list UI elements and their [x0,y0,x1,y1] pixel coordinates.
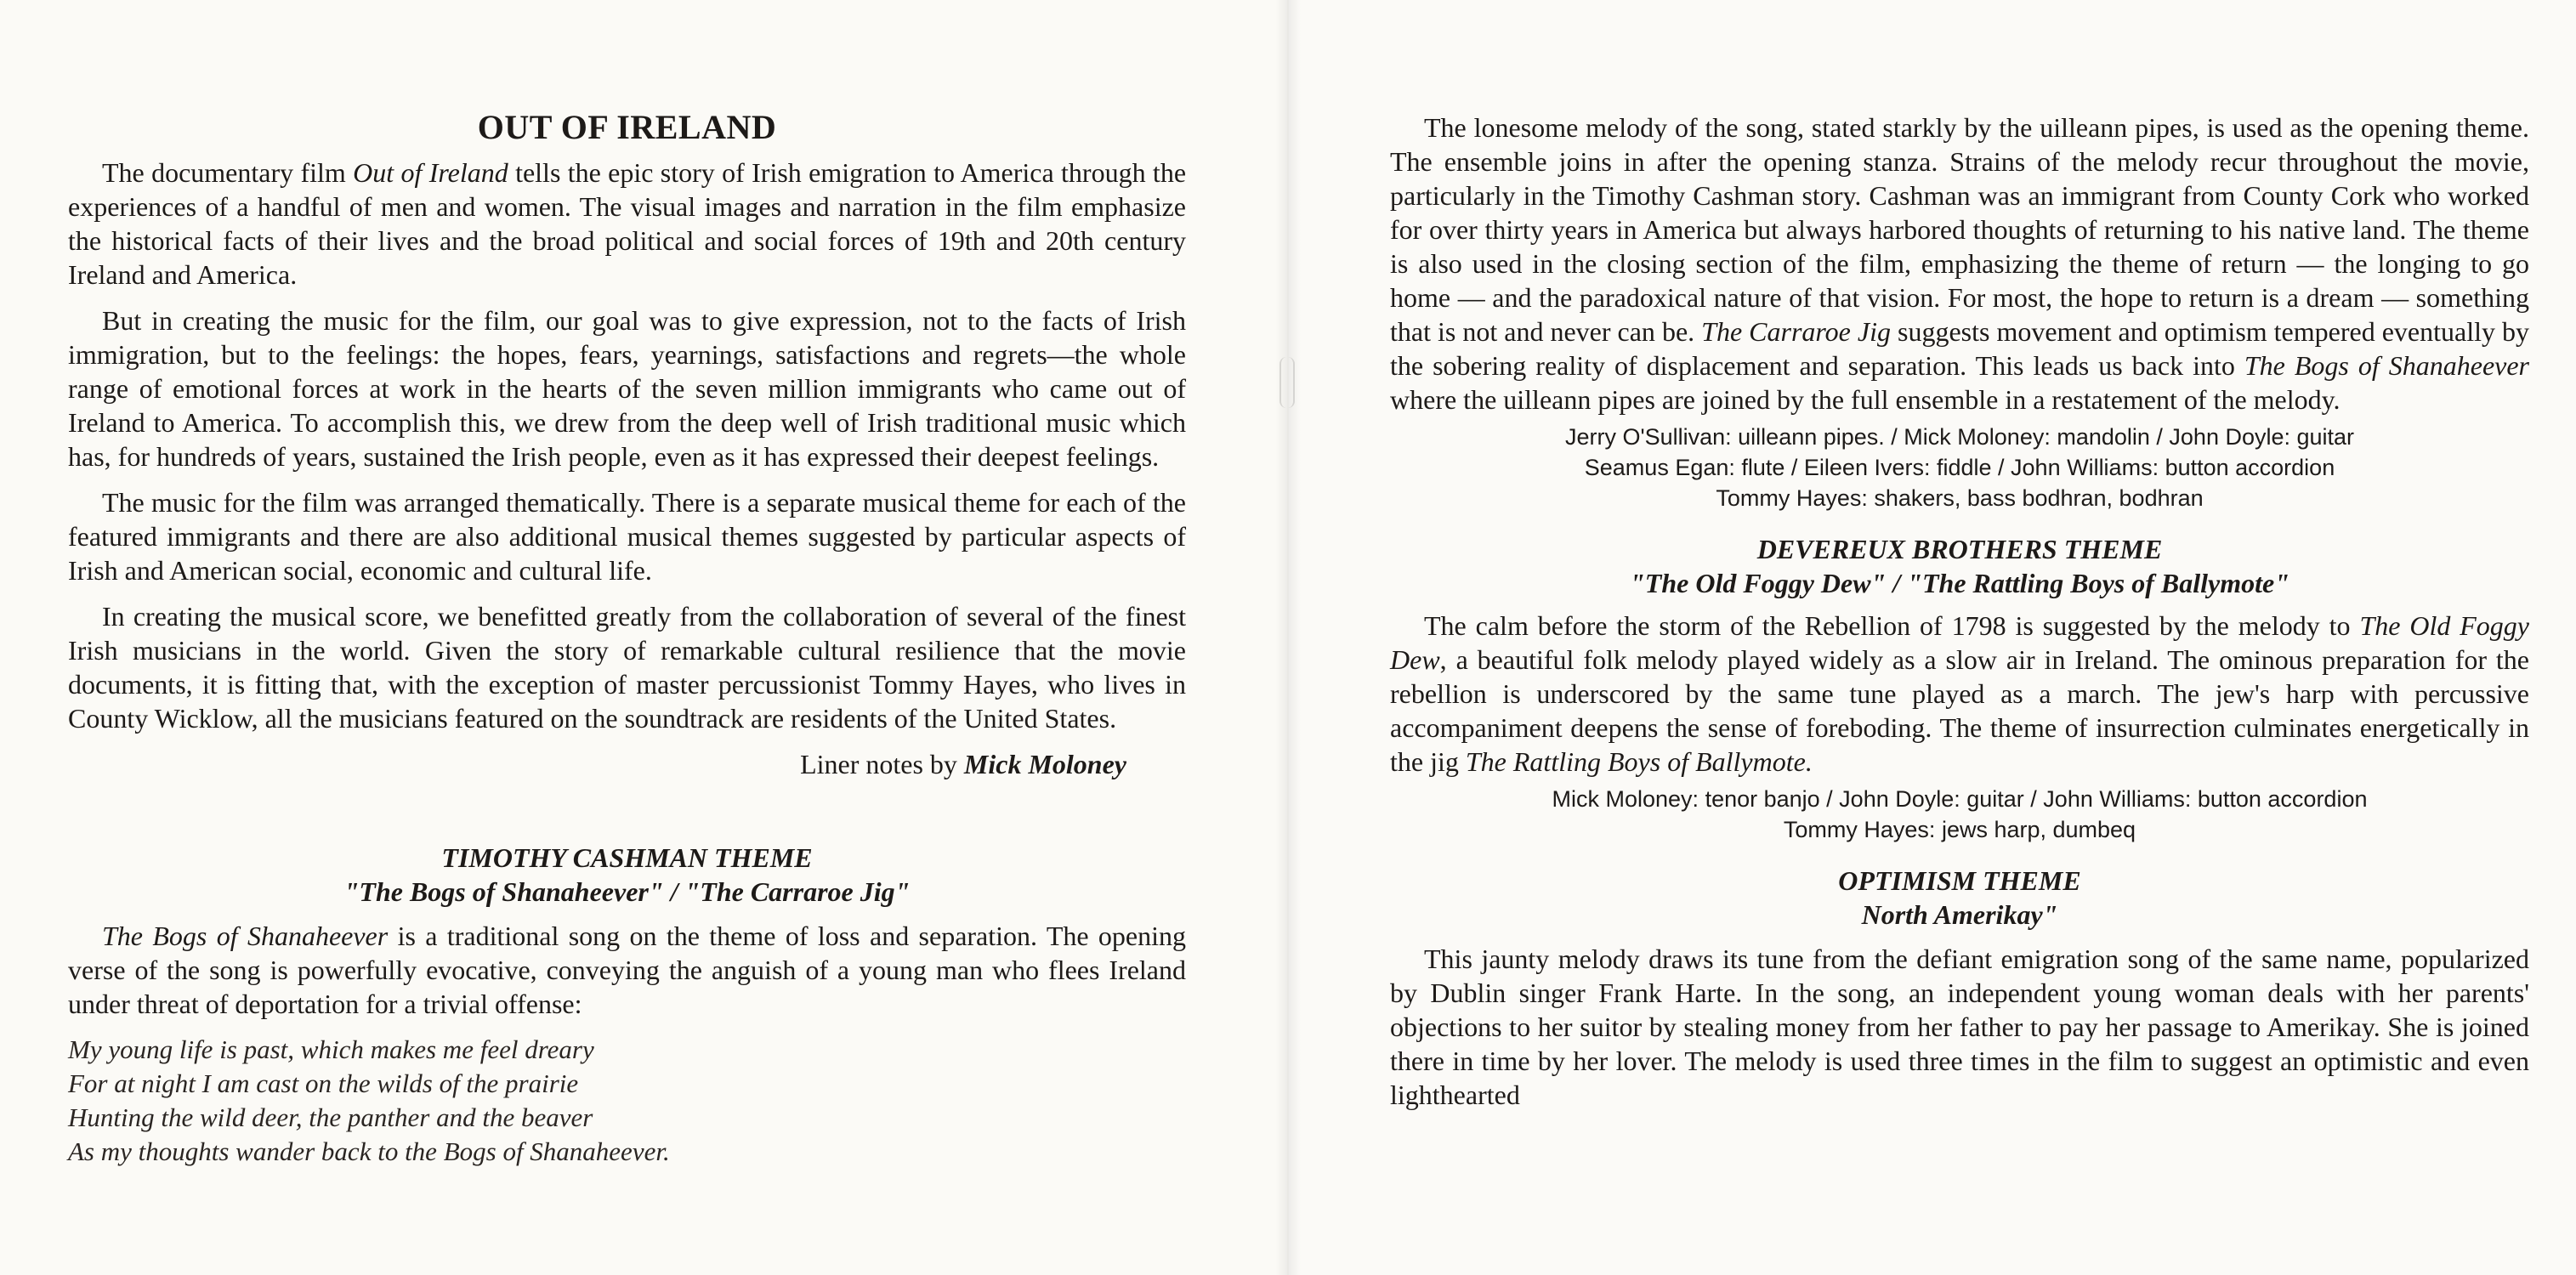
section-subheading: North Amerikay" [1861,899,2058,930]
musician-line: Mick Moloney: tenor banjo / John Doyle: guitar / John Williams: button accordion [1552,786,2368,812]
intro-paragraph-4: In creating the musical score, we benefitted greatly from the collaboration of several of the finest Irish musicians in the world. Given the story of remarkable cultural resilience that the movie documents, it is fitting that, with the exception of master percussionist Tommy Hayes, who lives in County Wicklow, all the musicians featured on the soundtrack are residents of the United States. [68,601,1186,734]
page-gutter [1275,0,1301,1275]
intro-paragraph-1: The documentary film Out of Ireland tells the epic story of Irish emigration to America through the experiences of a handful of men and women. The visual images and narration in the film emphasize the historical facts of their lives and the broad political and social forces of 19th and 20th century Ireland and America. [68,157,1187,290]
binding-mark [1279,357,1295,408]
musician-line: Seamus Egan: flute / Eileen Ivers: fiddle / John Williams: button accordion [1584,455,2335,480]
page-title: OUT OF IRELAND [477,108,777,146]
author-name: Mick Moloney [963,749,1126,779]
lyric-line: As my thoughts wander back to the Bogs of Shanaheever. [68,1136,670,1166]
section-heading: TIMOTHY CASHMAN THEME [441,842,813,873]
section-heading: DEVEREUX BROTHERS THEME [1756,534,2163,564]
musicians-credits [1390,422,2529,513]
intro-paragraph-2: But in creating the music for the film, our goal was to give expression, not to the facts of Irish immigration, but to the feelings: the hopes, fears, yearnings, satisfactions and regrets—the whole range of emotional forces at work in the hearts of the seven million immigrants who came out of Ireland to America. To accomplish this, we drew from the deep well of Irish traditional music which has, for hundreds of years, sustained the Irish people, even as it has expressed their deepest feelings. [68,305,1186,472]
optimism-paragraph: This jaunty melody draws its tune from the defiant emigration song of the same name, popularized by Dublin singer Frank Harte. In the song, an independent young woman deals with her parents' objections to her suitor by stealing money from her father to pay her passage to Amerikay. She is joined there in time by her lover. The melody is used three times in the film to suggest an optimistic and even lighthearted [1390,944,2529,1110]
right-page [1288,0,2576,1275]
lyric-line: My young life is past, which makes me feel dreary [68,1034,594,1064]
section-subheading: "The Bogs of Shanaheever" / "The Carraroe Jig" [343,876,911,907]
musician-line: Jerry O'Sullivan: uilleann pipes. / Mick Moloney: mandolin / John Doyle: guitar [1564,424,2355,450]
liner-notes-credit: Liner notes by Mick Moloney [800,749,1126,779]
lyrics-block [68,1033,1186,1169]
lyric-line: Hunting the wild deer, the panther and the beaver [68,1102,593,1132]
musician-line: Tommy Hayes: shakers, bass bodhran, bodhran [1716,485,2204,511]
cashman-paragraph: The Bogs of Shanaheever is a traditional song on the theme of loss and separation. The opening verse of the song is powerfully evocative, conveying the anguish of a young man who flees Ireland under threat of deportation for a trivial offense: [68,921,1187,1019]
musicians-credits [1390,784,2529,845]
section-subheading: "The Old Foggy Dew" / "The Rattling Boys of Ballymote" [1630,568,2289,598]
film-title: Out of Ireland [353,157,508,188]
cashman-section [68,841,1186,1169]
lyric-line: For at night I am cast on the wilds of the prairie [68,1068,579,1098]
section-heading: OPTIMISM THEME [1838,865,2081,896]
intro-paragraph-3: The music for the film was arranged thematically. There is a separate musical theme for each of the featured immigrants and there are also additional musical themes suggested by particular aspects of Irish and American social, economic and cultural life. [68,487,1186,586]
devereux-paragraph: The calm before the storm of the Rebellion of 1798 is suggested by the melody to The Old Foggy Dew, a beautiful folk melody played widely as a slow air in Ireland. The ominous preparation for the rebellion is underscored by the same tune played as a march. The jew's harp with percussive accompaniment deepens the sense of foreboding. The theme of insurrection culminates energetically in the jig The Rattling Boys of Ballymote. [1390,610,2530,777]
cashman-continued-paragraph: The lonesome melody of the song, stated starkly by the uilleann pipes, is used as the opening theme. The ensemble joins in after the opening stanza. Strains of the melody recur throughout the movie, particularly in the Timothy Cashman story. Cashman was an immigrant from County Cork who worked for over thirty years in America but always harbored thoughts of returning to his native land. The theme is also used in the closing section of the film, emphasizing the theme of return — the longing to go home — and the paradoxical nature of that vision. For most, the hope to return is a dream — something that is not and never can be. The Carraroe Jig suggests movement and optimism tempered eventually by the sobering reality of displacement and separation. This leads us back into The Bogs of Shanaheever where the uilleann pipes are joined by the full ensemble in a restatement of the melody. [1390,112,2530,415]
musician-line: Tommy Hayes: jews harp, dumbeq [1783,817,2136,842]
